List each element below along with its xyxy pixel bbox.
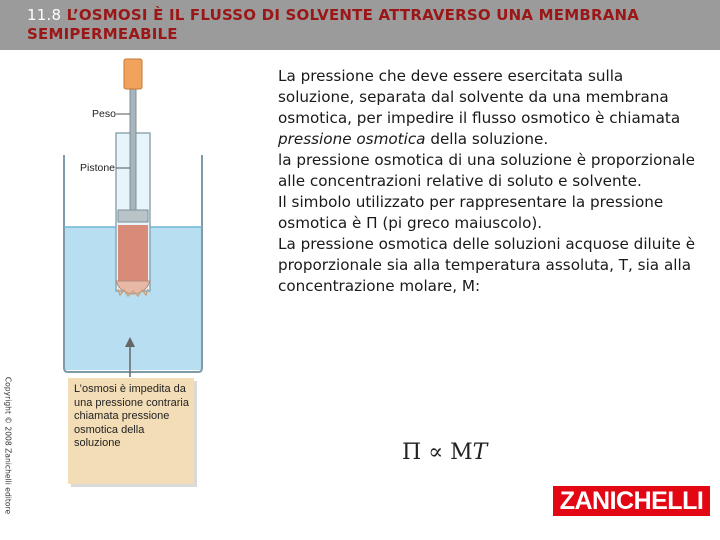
title-text: L’OSMOSI È IL FLUSSO DI SOLVENTE ATTRAVERSO UNA MEMBRANA SEMIPERMEABILE: [27, 6, 640, 43]
body-text: [278, 66, 698, 297]
label-peso: Peso: [92, 108, 116, 120]
paragraph-4: La pressione osmotica delle soluzioni acquose diluite è proporzionale sia alla temperatura assoluta, T, sia alla concentrazione molare, M:: [278, 235, 696, 295]
paragraph-2: la pressione osmotica di una soluzione è proporzionale alle concentrazioni relative di soluto e solvente.: [278, 151, 695, 190]
formula-m: M: [450, 440, 473, 465]
caption-box: [68, 378, 194, 484]
slide-title: [27, 6, 707, 44]
caption-text: L’osmosi è impedita da una pressione contraria chiamata pressione osmotica della soluzione: [74, 383, 189, 450]
p1-text: La pressione che deve essere esercitata sulla soluzione, separata dal solvente da una membrana osmotica, per impedire il flusso osmotico è chiamata: [278, 67, 681, 127]
paragraph-3: Il simbolo utilizzato per rappresentare la pressione osmotica è Π (pi greco maiuscolo).: [278, 193, 664, 232]
formula: [402, 440, 487, 465]
tube-solution: [118, 225, 148, 287]
p1-text-end: della soluzione.: [425, 130, 549, 148]
formula-pi: Π: [402, 440, 422, 465]
piston-head: [118, 210, 148, 222]
formula-t: T: [472, 440, 488, 465]
paragraph-1: [278, 66, 698, 150]
section-number: 11.8: [27, 6, 62, 24]
copyright-notice: Copyright © 2008 Zanichelli editore: [3, 376, 13, 515]
weight: [124, 59, 142, 89]
p1-term: pressione osmotica: [278, 130, 426, 148]
formula-proportional: ∝: [428, 440, 444, 465]
piston-rod: [130, 85, 136, 213]
label-pistone: Pistone: [80, 162, 116, 174]
zanichelli-logo: ZANICHELLI: [553, 486, 710, 516]
